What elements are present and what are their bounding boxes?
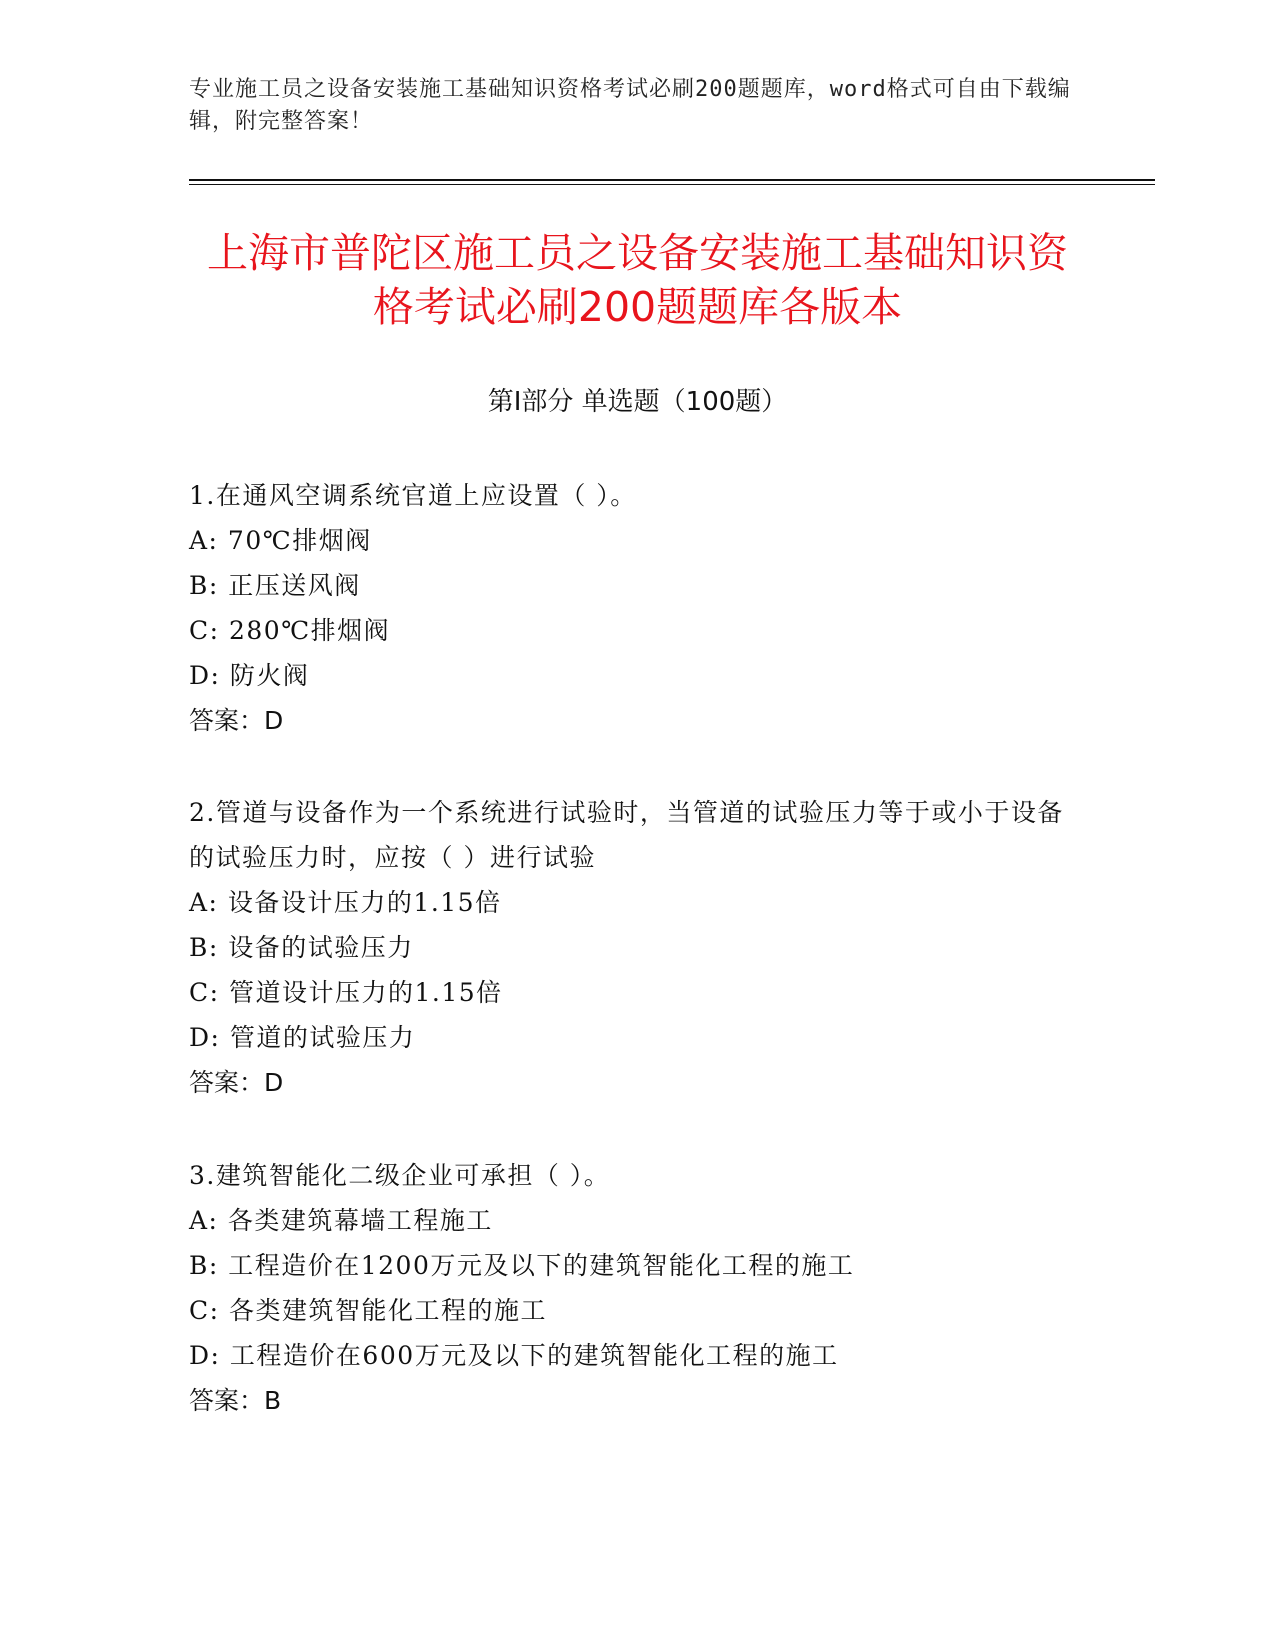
option-a: A: 各类建筑幕墙工程施工 — [189, 1206, 493, 1235]
option-c: C: 280℃排烟阀 — [189, 616, 391, 645]
question-stem: 2.管道与设备作为一个系统进行试验时，当管道的试验压力等于或小于设备的试验压力时，应按（ ）进行试验 — [189, 798, 1064, 872]
answer: 答案：D — [189, 706, 284, 735]
document-title: 上海市普陀区施工员之设备安装施工基础知识资格考试必刷200题题库各版本 — [207, 229, 1068, 331]
option-c: C: 管道设计压力的1.15倍 — [189, 978, 503, 1007]
answer: 答案：B — [189, 1386, 282, 1415]
option-c: C: 各类建筑智能化工程的施工 — [189, 1296, 547, 1325]
question-2 — [189, 790, 1089, 1105]
question-3 — [189, 1153, 1089, 1423]
option-d: D: 管道的试验压力 — [189, 1023, 416, 1052]
option-b: B: 工程造价在1200万元及以下的建筑智能化工程的施工 — [189, 1251, 855, 1280]
option-d: D: 防火阀 — [189, 661, 310, 690]
option-a: A: 70℃排烟阀 — [189, 526, 372, 555]
header-divider-thick — [189, 179, 1155, 181]
header-divider-thin — [189, 184, 1155, 185]
question-stem: 3.建筑智能化二级企业可承担（ ）。 — [189, 1161, 611, 1190]
option-b: B: 正压送风阀 — [189, 571, 361, 600]
header-note: 专业施工员之设备安装施工基础知识资格考试必刷200题题库，word格式可自由下载编辑，附完整答案！ — [189, 77, 1071, 134]
answer: 答案：D — [189, 1068, 284, 1097]
option-a: A: 设备设计压力的1.15倍 — [189, 888, 502, 917]
question-1 — [189, 473, 1089, 743]
question-stem: 1.在通风空调系统官道上应设置（ ）。 — [189, 481, 637, 510]
section-title: 第Ⅰ部分 单选题（100题） — [487, 387, 788, 417]
option-d: D: 工程造价在600万元及以下的建筑智能化工程的施工 — [189, 1341, 839, 1370]
option-b: B: 设备的试验压力 — [189, 933, 414, 962]
